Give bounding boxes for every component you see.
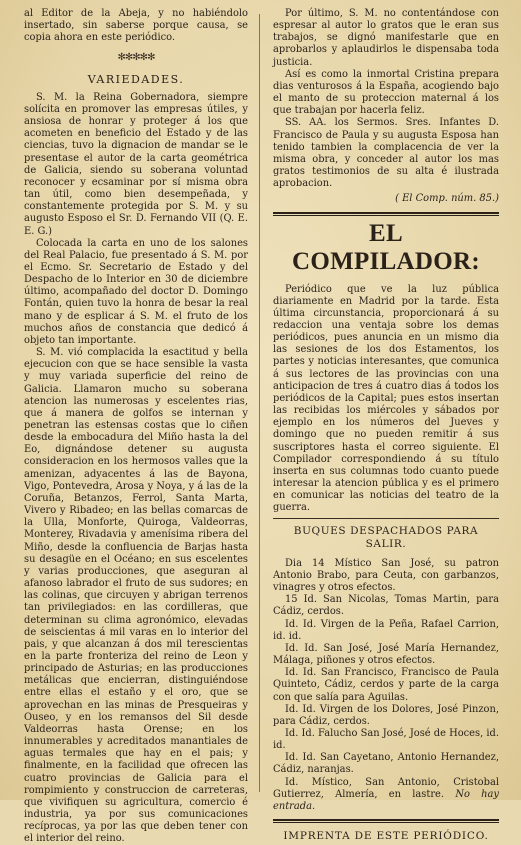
source-signature: ( El Comp. núm. 85.) xyxy=(395,193,499,205)
ships-rule xyxy=(273,518,499,519)
ship-entry-text: Id. Místico, San Antonio, Cristobal Gutierrez, Almería, en lastre. xyxy=(273,776,499,800)
article-paragraph-3: S. M. vió complacida la esactitud y bella ejecucion con que se hace sensible la vasta y muy variada superficie del reino de Galicia. Llamaron mucho su soberana atencion las numerosas y escelentes rias, que á manera de golfos se internan y penetran las estensas costas que lo ciñen desde la embocadura del Miño hasta la del Eo, dignándose detener su augusta consideracion en los hermosos valles que la amenizan, adyacentes á las de Bayona, Vigo, Pontevedra, Arosa y Noya, y á las de la Coruña, Betanzos, Ferrol, Santa Marta, Vivero y Ribadeo; en las bellas comarcas de la Ulla, Monforte, Quiroga, Valdeorras, Monterey, Rivadavia y amenísima ribera del Miño, desde la confluencia de Barjas hasta su desagüe en el Océano; en sus escelentes y varias producciones, que aseguran al afanoso labrador el fruto de sus sudores; en las colinas, que circuyen y abrigan terrenos tan privilegiados: en las cordilleras, que determinan su clima agronómico, elevadas de seiscientas á mil varas en lo interior del pais, y que alcanzan á dos mil terescientas en la parte fronteriza del reino de Leon y principado de Asturias; en las producciones metálicas que encierran, distinguiéndose entre ellas el estaño y el oro, que se aprovechan en las minas de Presqueiras y Ouseo, y en los remansos del Sil desde Valdeorras hasta Orense; en los innumerables y acreditados manantiales de aguas termales que hay en el pais; y finalmente, en la facilidad que ofrecen las cuatro provincias de Galicia para el rompimiento y construccion de carreteras, que vivifiquen su agricultura, comercio é industria, ya por sus comunicaciones recíprocas, ya por las que deben tener con el interior del reino. xyxy=(24,347,248,845)
article-paragraph-6: SS. AA. los Sermos. Sres. Infantes D. Francisco de Paula y su augusta Esposa han tenido tambien la complacencia de ver la misma obra, y conceder al autor los mas gratos testimonios de su alta é ilustrada aprobacion. xyxy=(273,117,499,190)
ornament-divider: ✻✻✻✻✻ xyxy=(117,52,155,64)
ship-entry: Dia 14 Místico San José, su patron Antonio Brabo, para Ceuta, con garbanzos, vinagres y otros efectos. xyxy=(273,557,499,594)
ship-entry: Id. Id. Virgen de la Peña, Rafael Carrion, id. id. xyxy=(273,618,499,642)
ship-entry: Id. Id. San Cayetano, Antonio Hernandez, Cádiz, naranjas. xyxy=(273,752,499,776)
ship-entry: Id. Id. San Francisco, Francisco de Paula Quinteto, Cádiz, cerdos y parte de la carga con que salía para Aguilas. xyxy=(273,667,499,703)
article-paragraph-1: S. M. la Reina Gobernadora, siempre solícita en promover las empresas útiles, y ansiosa de honrar y proteger á los que acometen en beneficio del Estado y de las ciencias, tuvo la dignacion de mandar se le presentase el autor de la carta geométrica de Galicia, siendo su soberana voluntad reconocer y ecsaminar por sí misma obra tan útil, como bien desempeñada, y constantemente protegida por S. M. y su augusto Esposo el Sr. D. Fernando VII (Q. E. E. G.) xyxy=(24,91,248,237)
ship-entry: 15 Id. San Nicolas, Tomas Martin, para Cádiz, cerdos. xyxy=(273,594,499,618)
right-column xyxy=(273,8,499,842)
no-arrivals-note: No hay entrada. xyxy=(273,788,500,812)
ship-entry: Id. Id. Falucho San José, José de Hoces, id. id. xyxy=(273,727,499,752)
left-column xyxy=(24,8,248,845)
about-paragraph: Periódico que ve la luz pública diariamente en Madrid por la tarde. Esta última circunstancia, proporcionará á su redaccion una ventaja sobre los demas periódicos, pues anuncia en un mismo dia las sesiones de los dos Estamentos, los partes y noticias interesantes, que comunica á sus lectores de las provincias con una anticipacion de tres á cuatro dias á todos los periódicos de la Capital; pues estos insertan las recibidas los miércoles y sábados por ejemplo en los números del Jueves y domingo que no pueden remitir á sus suscriptores hasta el correo siguiente. El Compilador correspondiendo á su título inserta en sus columnas todo cuanto puede interesar la atencion pública y es el primero en comunicar las noticias del teatro de la guerra. xyxy=(273,283,499,514)
printer-footer: IMPRENTA DE ESTE PERIÓDICO. xyxy=(283,830,489,843)
intro-paragraph: al Editor de la Abeja, y no habiéndolo insertado, sin saberse porque causa, se copia ahora en este periódico. xyxy=(24,8,248,44)
article-paragraph-4: Por último, S. M. no contentándose con espresar al autor lo gratos que le eran sus trabajos, se dignó manifestarle que en aprobarlos y aplaudirlos le dispensaba toda justicia. xyxy=(273,8,499,68)
ship-entry-last xyxy=(273,777,499,813)
masthead-rule xyxy=(273,212,499,216)
column-divider xyxy=(259,14,260,792)
masthead-title: EL COMPILADOR: xyxy=(291,219,480,275)
article-paragraph-5: Así es como la inmortal Cristina prepara dias venturosos á la España, acogiendo bajo el manto de su proteccion maternal á los que trabajan por hacerla feliz. xyxy=(273,68,499,117)
ship-entry: Id. Id. San José, José María Hernandez, Málaga, piñones y otros efectos. xyxy=(273,642,499,667)
section-title-variedades: VARIEDADES. xyxy=(87,72,185,86)
ships-list xyxy=(273,558,499,813)
footer-rule xyxy=(273,819,499,823)
ships-title: BUQUES DESPACHADOS PARA SALIR. xyxy=(293,525,479,550)
article-paragraph-2: Colocada la carta en uno de los salones del Real Palacio, fue presentado á S. M. por el Ecmo. Sr. Secretario de Estado y del Despacho de lo Interior en 30 de diciembre último, acompañado del doctor D. Domingo Fontán, quien tuvo la honra de besar la real mano y de esplicar á S. M. el fruto de los muchos años de constancia que dedicó á objeto tan importante. xyxy=(24,237,248,346)
ship-entry: Id. Id. Virgen de los Dolores, José Pinzon, para Cádiz, cerdos. xyxy=(273,703,499,727)
